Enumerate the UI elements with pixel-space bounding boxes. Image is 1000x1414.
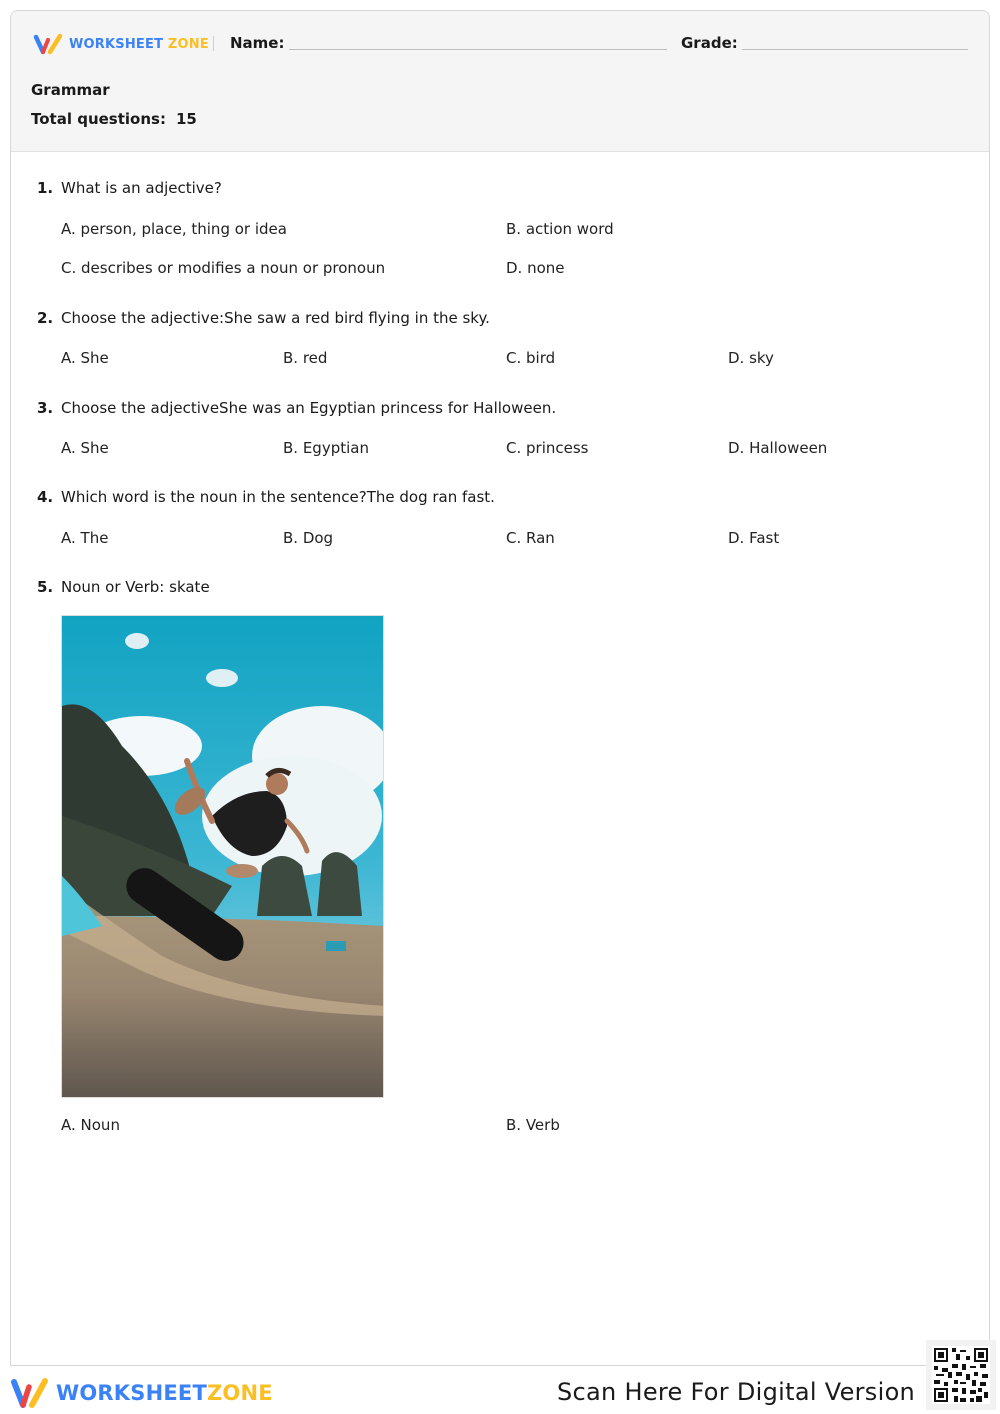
question-text: Choose the adjectiveShe was an Egyptian princess for Halloween. — [61, 399, 557, 417]
option-4c[interactable]: C. Ran — [506, 529, 555, 547]
total-questions-label: Total questions: — [31, 110, 166, 128]
question-text: Choose the adjective:She saw a red bird flying in the sky. — [61, 309, 490, 327]
name-label: Name: — [230, 34, 285, 52]
question-text: What is an adjective? — [61, 179, 222, 197]
question-text: Which word is the noun in the sentence?The dog ran fast. — [61, 488, 495, 506]
question-number: 3. — [37, 399, 54, 417]
question-number: 1. — [37, 179, 54, 197]
question-4 — [37, 488, 495, 506]
header-divider — [213, 36, 214, 51]
question-number: 2. — [37, 309, 54, 327]
question-text: Noun or Verb: skate — [61, 578, 210, 596]
name-field[interactable] — [289, 49, 667, 50]
option-3c[interactable]: C. princess — [506, 439, 589, 457]
option-4b[interactable]: B. Dog — [283, 529, 334, 547]
option-3b[interactable]: B. Egyptian — [283, 439, 369, 457]
worksheetzone-logo-icon — [33, 33, 65, 55]
skateboarder-photo — [61, 615, 384, 1098]
option-4a[interactable]: A. The — [61, 529, 109, 547]
grade-field[interactable] — [742, 49, 968, 50]
logo-wordmark: WORKSHEET ZONE — [69, 36, 209, 52]
grade-label: Grade: — [681, 34, 738, 52]
total-questions-value: 15 — [175, 110, 197, 128]
question-2 — [37, 309, 490, 327]
option-3d[interactable]: D. Halloween — [728, 439, 828, 457]
option-2c[interactable]: C. bird — [506, 349, 556, 367]
option-2b[interactable]: B. red — [283, 349, 328, 367]
option-1a[interactable]: A. person, place, thing or idea — [61, 220, 287, 238]
total-questions — [31, 110, 197, 128]
option-1c[interactable]: C. describes or modifies a noun or pronoun — [61, 259, 386, 277]
option-4d[interactable]: D. Fast — [728, 529, 780, 547]
option-1b[interactable]: B. action word — [506, 220, 614, 238]
question-number: 5. — [37, 578, 54, 596]
question-5 — [37, 578, 210, 596]
worksheet-title: Grammar — [31, 81, 110, 99]
worksheet-page — [10, 10, 990, 1366]
logo-wordmark: WORKSHEETZONE — [56, 1381, 273, 1405]
option-3a[interactable]: A. She — [61, 439, 109, 457]
option-5b[interactable]: B. Verb — [506, 1116, 560, 1134]
option-2d[interactable]: D. sky — [728, 349, 774, 367]
option-2a[interactable]: A. She — [61, 349, 109, 367]
option-5a[interactable]: A. Noun — [61, 1116, 120, 1134]
question-number: 4. — [37, 488, 54, 506]
scan-here-text: Scan Here For Digital Version — [557, 1378, 916, 1406]
option-1d[interactable]: D. none — [506, 259, 565, 277]
question-3 — [37, 399, 556, 417]
worksheet-header — [11, 11, 989, 152]
header-logo — [33, 33, 209, 55]
footer-logo — [10, 1376, 273, 1410]
worksheetzone-logo-icon — [10, 1376, 50, 1410]
qr-code-icon[interactable] — [926, 1340, 996, 1410]
question-1 — [37, 179, 222, 197]
